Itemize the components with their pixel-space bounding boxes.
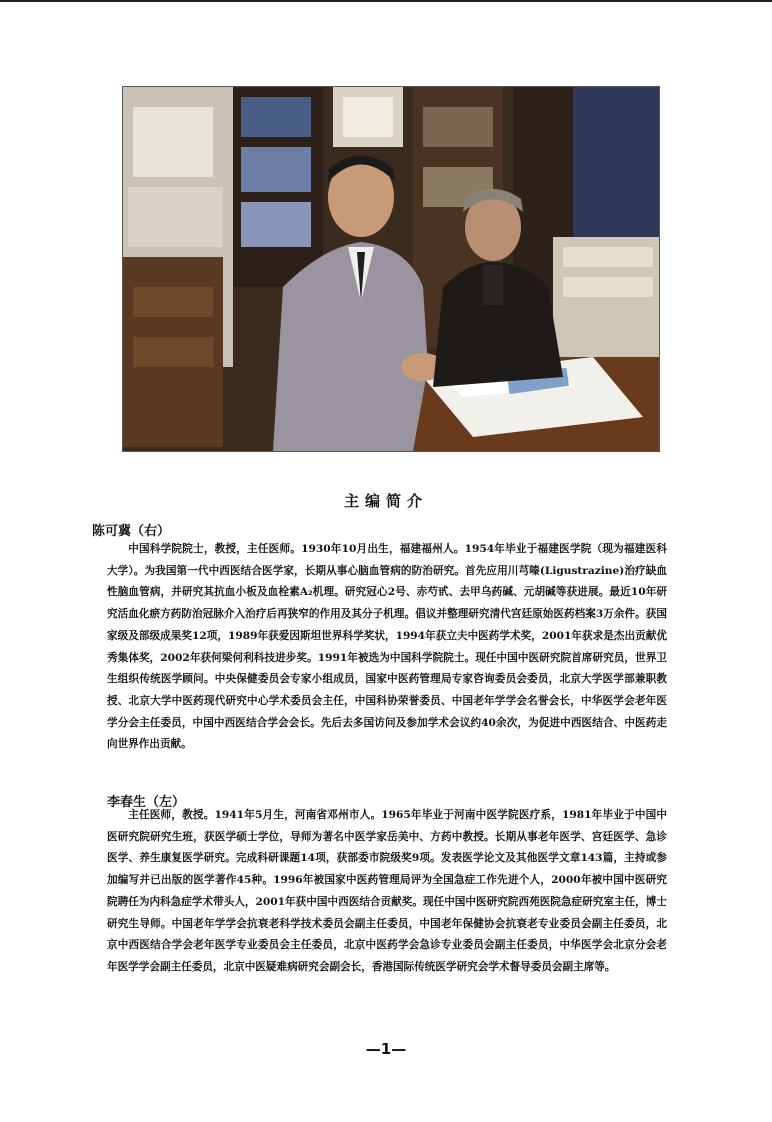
editor-name-2: 李春生（左） — [107, 795, 186, 810]
portrait-photo — [122, 86, 660, 452]
editor-name-1: 陈可冀（右） — [92, 524, 171, 539]
top-rule — [0, 0, 772, 2]
editor-bio-1: 中国科学院院士，教授，主任医师。1930年10月出生，福建福州人。1954年毕业于福建医学院（现为福建医科大学）。为我国第一代中西医结合医学家，长期从事心脑血管病的防治研究。首先应用川芎嗪(Ligustrazine)治疗缺血性脑血管病，并研究其抗血小板及血栓素A₂机理。研究冠心2号、赤芍甙、去甲乌药碱、元胡碱等获进展。最近10年研究活血化瘀方药防治冠脉介入治疗后再狭窄的作用及其分子机理。倡议并整理研究清代宫廷原始医药档案3万余件。获国家级及部级成果奖12项，1989年获爱因斯坦世界科学奖状，1994年获立夫中医药学术奖，2001年获求是杰出贡献优秀集体奖，2002年获何梁何利科技进步奖。1991年被选为中国科学院院士。现任中国中医研究院首席研究员，世界卫生组织传统医学顾问。中央保健委员会专家小组成员，国家中医药管理局专家咨询委员会委员，北京大学医学部兼职教授、北京大学中医药现代研究中心学术委员会主任，中国科协荣誉委员、中国老年学学会名誉会长，中华医学会老年医学分会主任委员，中国中西医结合学会会长。先后去多国访问及参加学术会议约40余次，为促进中西医结合、中医药走向世界作出贡献。 — [107, 543, 667, 751]
editor-bio-2: 主任医师，教授。1941年5月生，河南省邓州市人。1965年毕业于河南中医学院医疗系，1981年毕业于中国中医研究院研究生班，获医学硕士学位，导师为著名中医学家岳美中、方药中教授。长期从事老年医学、宫廷医学、急诊医学、养生康复医学研究。完成科研课题14项，获部委市院级奖9项。发表医学论文及其他医学文章143篇，主持或参加编写并已出版的医学著作45种。1996年被国家中医药管理局评为全国急症工作先进个人，2000年被中国中医研究院聘任为内科急症学术带头人，2001年获中国中西医结合贡献奖。现任中国中医研究院西苑医院急症研究室主任，博士研究生导师。中国老年学学会抗衰老科学技术委员会副主任委员，中国老年保健协会抗衰老专业委员会副主任委员，北京中西医结合学会老年医学专业委员会主任委员，北京中医药学会急诊专业委员会副主任委员，中华医学会北京分会老年医学学会副主任委员，北京中医疑难病研究会副会长，香港国际传统医学研究会学术督导委员会副主席等。 — [107, 809, 667, 973]
page-title: 主编简介 — [343, 492, 428, 510]
page-number: —1— — [365, 1040, 407, 1058]
